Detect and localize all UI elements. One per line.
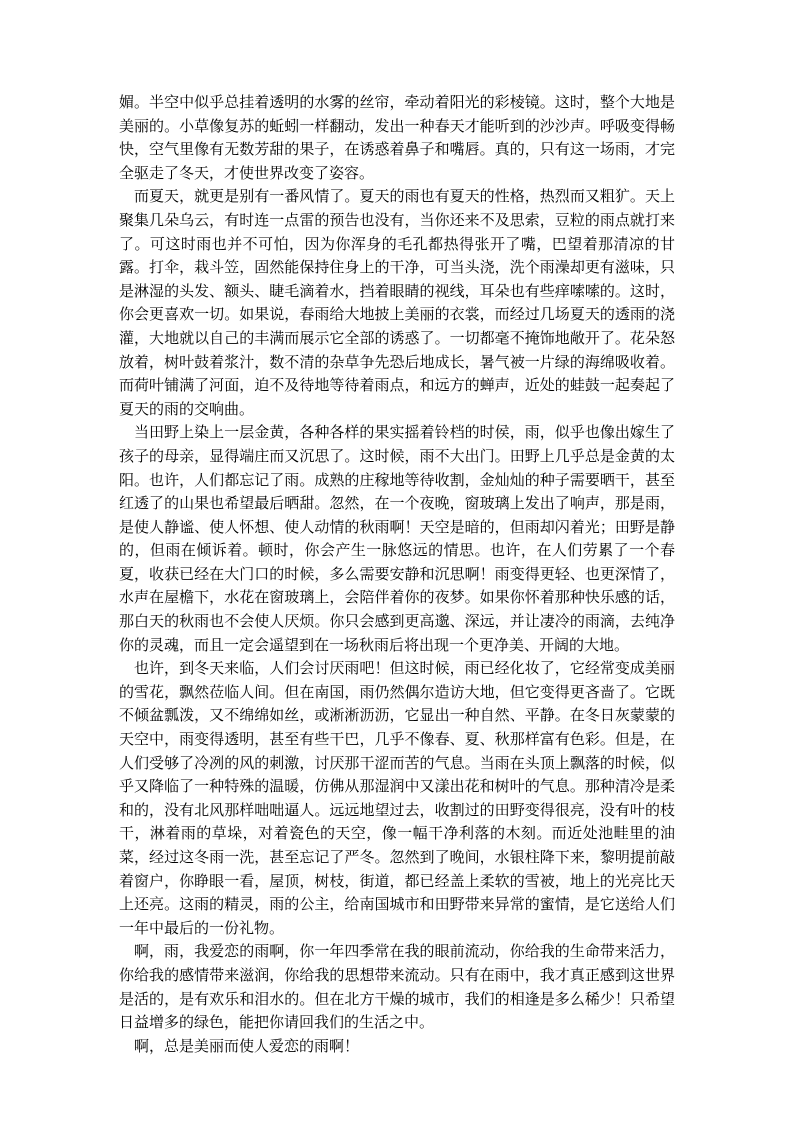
paragraph-spring-end: 媚。半空中似乎总挂着透明的水雾的丝帘，牵动着阳光的彩棱镜。这时，整个大地是美丽的。小草像复苏的蚯蚓一样翻动，发出一种春天才能听到的沙沙声。呼吸变得畅快，空气里像有无数芳甜的果子，在诱惑着鼻子和嘴唇。真的，只有这一场雨，才完全驱走了冬天，才使世界改变了姿容。 <box>119 93 675 182</box>
paragraph-closing: 啊，总是美丽而使人爱恋的雨啊！ <box>134 1036 360 1055</box>
paragraph-summer: 而夏天，就更是别有一番风情了。夏天的雨也有夏天的性格，热烈而又粗犷。天上聚集几朵乌云，有时连一点雷的预告也没有，当你还来不及思索，豆粒的雨点就打来了。可这时雨也并不可怕，因为你浑身的毛孔都热得张开了嘴，巴望着那清凉的甘露。打伞，栽斗笠，固然能保持住身上的干净，可当头浇，洗个雨澡却更有滋味，只是淋湿的头发、额头、睫毛滴着水，挡着眼睛的视线，耳朵也有些痒嗦嗦的。这时，你会更喜欢一切。如果说，春雨给大地披上美丽的衣裳，而经过几场夏天的透雨的浇灌，大地就以自己的丰满而展示它全部的诱惑了。一切都毫不掩饰地敞开了。花朵怒放着，树叶鼓着浆汁，数不清的杂草争先恐后地成长，暑气被一片绿的海绵吸收着。而荷叶铺满了河面，迫不及待地等待着雨点，和远方的蝉声，近处的蛙鼓一起奏起了夏天的雨的交响曲。 <box>119 187 675 418</box>
paragraph-ode: 啊，雨，我爱恋的雨啊，你一年四季常在我的眼前流动，你给我的生命带来活力，你给我的感情带来滋润，你给我的思想带来流动。只有在雨中，我才真正感到这世界是活的，是有欢乐和泪水的。但在北方干燥的城市，我们的相逢是多么稀少！只希望日益增多的绿色，能把你请回我们的生活之中。 <box>119 942 675 1032</box>
document-page <box>119 91 675 1058</box>
paragraph-autumn: 当田野上染上一层金黄，各种各样的果实摇着铃档的时侯，雨，似乎也像出嫁生了孩子的母亲，显得端庄而又沉思了。这时候，雨不大出门。田野上几乎总是金黄的太阳。也许，人们都忘记了雨。成熟的庄稼地等待收割，金灿灿的种子需要晒干，甚至红透了的山果也希望最后晒甜。忽然，在一个夜晚，窗玻璃上发出了响声，那是雨，是使人静谧、使人怀想、使人动情的秋雨啊！天空是暗的，但雨却闪着光；田野是静的，但雨在倾诉着。顿时，你会产生一脉悠远的情思。也许，在人们劳累了一个春夏，收获已经在大门口的时候，多么需要安静和沉思啊！雨变得更轻、也更深情了，水声在屋檐下，水花在窗玻璃上，会陪伴着你的夜梦。如果你怀着那种快乐感的话，那白天的秋雨也不会使人厌烦。你只会感到更高邈、深远，并让凄冷的雨滴，去纯净你的灵魂，而且一定会遥望到在一场秋雨后将出现一个更净美、开阔的大地。 <box>119 423 675 654</box>
paragraph-winter: 也许，到冬天来临，人们会讨厌雨吧！但这时候，雨已经化妆了，它经常变成美丽的雪花，飘然莅临人间。但在南国，雨仍然偶尔造访大地，但它变得更吝啬了。它既不倾盆瓢泼，又不绵绵如丝，或淅淅沥沥，它显出一种自然、平静。在冬日灰蒙蒙的天空中，雨变得透明，甚至有些干巴，几乎不像春、夏、秋那样富有色彩。但是，在人们受够了冷冽的风的刺激，讨厌那干涩而苦的气息。当雨在头顶上飘落的时候，似乎又降临了一种特殊的温暖，仿佛从那湿润中又漾出花和树叶的气息。那种清冷是柔和的，没有北风那样咄咄逼人。远远地望过去，收割过的田野变得很亮，没有叶的枝干，淋着雨的草垛，对着瓷色的天空，像一幅干净利落的木刻。而近处池畦里的油菜，经过这冬雨一洗，甚至忘记了严冬。忽然到了晚间，水银柱降下来，黎明提前敲着窗户，你睁眼一看，屋顶，树枝，街道，都已经盖上柔软的雪被，地上的光亮比天上还亮。这雨的精灵，雨的公主，给南国城市和田野带来异常的蜜情，是它送给人们一年中最后的一份礼物。 <box>119 659 675 937</box>
